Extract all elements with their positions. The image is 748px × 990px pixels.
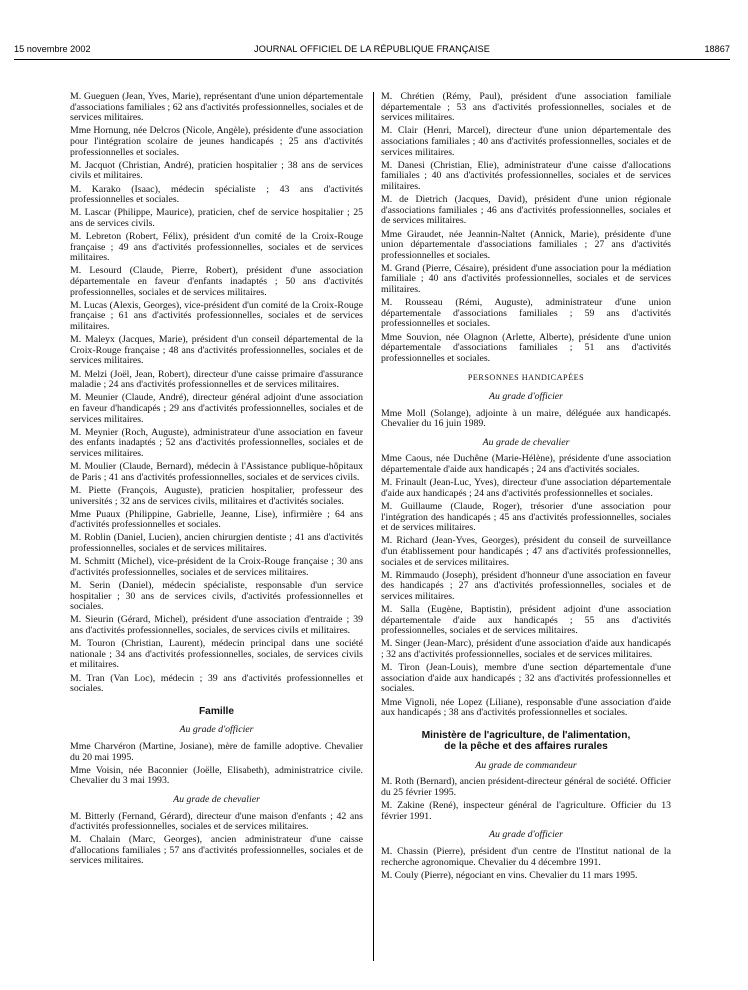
page-number: 18867 [704, 44, 730, 54]
list-item: Mme Charvéron (Martine, Josiane), mère de famille adoptive. Chevalier du 20 mai 1995. [70, 740, 363, 763]
list-item: M. Clair (Henri, Marcel), directeur d'une union départementale des associations familiales ; 40 ans d'activités professionnelles, sociales et de services militaires. [381, 125, 671, 158]
list-item: M. Couly (Pierre), négociant en vins. Chevalier du 11 mars 1995. [381, 869, 638, 881]
grade-heading-officier: Au grade d'officier [179, 724, 254, 736]
list-item: Mme Puaux (Philippine, Gabrielle, Jeanne, Lise), infirmière ; 64 ans d'activités professionnelles et sociales. [70, 508, 363, 531]
ministry-title-line1: Ministère de l'agriculture, de l'alimentation, [421, 729, 631, 741]
entry-list [381, 847, 671, 881]
list-item: M. Sieurin (Gérard, Michel), président d'une association d'entraide ; 39 ans d'activités professionnelles, sociales, de services civils et militaires. [70, 614, 363, 636]
list-item: M. Piette (François, Auguste), praticien hospitalier, professeur des universités ; 32 ans de services civils, militaires et d'activités sociales. [70, 484, 363, 507]
left-column [70, 92, 363, 870]
grade-heading-chevalier: Au grade de chevalier [173, 793, 260, 805]
list-item: M. Schmitt (Michel), vice-président de la Croix-Rouge française ; 30 ans d'activités professionnelles, sociales et de services militaires. [70, 556, 363, 578]
list-item: Mme Voisin, née Baconnier (Joëlle, Elisabeth), administratrice civile. Chevalier du 3 mai 1993. [70, 764, 363, 787]
entry-list [381, 777, 671, 822]
list-item: M. Singer (Jean-Marc), président d'une association d'aide aux handicapés ; 32 ans d'activités professionnelles, sociales et de services militaires. [381, 638, 671, 661]
grade-heading-chevalier: Au grade de chevalier [482, 436, 570, 448]
entry-list [381, 409, 671, 430]
list-item: M. Moulier (Claude, Bernard), médecin à l'Assistance publique-hôpitaux de Paris ; 41 ans d'activités professionnelles, sociales et de services civils. [70, 461, 363, 483]
section-title-ministere [381, 730, 671, 753]
entry-list [381, 454, 671, 718]
entry-list [70, 92, 363, 695]
list-item: Mme Giraudet, née Jeannin-Naltet (Annick, Marie), présidente d'une union départementale d'associations familiales ; 27 ans d'activités professionnelles et sociales. [381, 228, 671, 261]
subsection-title-handicap: PERSONNES HANDICAPÉES [467, 373, 585, 383]
header-date: 15 novembre 2002 [14, 44, 91, 54]
list-item: M. Touron (Christian, Laurent), médecin principal dans une société nationale ; 34 ans d'activités professionnelles, sociales, de services civils et militaires. [70, 638, 363, 671]
list-item: M. Roth (Bernard), ancien président-directeur général de société. Officier du 25 février 1995. [381, 776, 671, 798]
entry-list [70, 812, 363, 868]
journal-title: JOURNAL OFFICIEL DE LA RÉPUBLIQUE FRANÇAISE [254, 44, 490, 54]
list-item: M. Lebreton (Robert, Félix), président d'un comité de la Croix-Rouge française ; 49 ans d'activités professionnelles, sociales et de services militaires. [70, 231, 363, 264]
list-item: M. Tiron (Jean-Louis), membre d'une section départementale d'une association d'aide aux handicapés ; 32 ans d'activités professionnelles et sociales. [381, 662, 671, 695]
list-item: M. de Dietrich (Jacques, David), président d'une union régionale d'associations familiales ; 46 ans d'activités professionnelles, sociales et de services militaires. [381, 194, 671, 227]
list-item: M. Roblin (Daniel, Lucien), ancien chirurgien dentiste ; 41 ans d'activités professionnelles, sociales et de services militaires. [70, 532, 363, 555]
list-item: M. Tran (Van Loc), médecin ; 39 ans d'activités professionnelles et sociales. [70, 672, 363, 695]
list-item: M. Frinault (Jean-Luc, Yves), directeur d'une association départementale d'aide aux handicapés ; 24 ans d'activités professionnelles et sociales. [381, 477, 671, 499]
list-item: M. Meynier (Roch, Auguste), administrateur d'une association en faveur des enfants inadaptés ; 52 ans d'activités professionnelles, sociales et de services militaires. [70, 426, 363, 459]
list-item: M. Rimmaudo (Joseph), président d'honneur d'une association en faveur des handicapés ; 27 ans d'activités professionnelles, sociales et de services militaires. [381, 569, 671, 602]
list-item: M. Chassin (Pierre), président d'un centre de l'Institut national de la recherche agronomique. Chevalier du 4 décembre 1991. [381, 845, 671, 868]
list-item: M. Zakine (René), inspecteur général de l'agriculture. Officier du 13 février 1991. [381, 800, 671, 822]
ministry-title-line2: de la pêche et des affaires rurales [444, 741, 608, 753]
list-item: M. Karako (Isaac), médecin spécialiste ; 43 ans d'activités professionnelles et sociales. [70, 183, 363, 206]
list-item: M. Gueguen (Jean, Yves, Marie), représentant d'une union départementale d'associations familiales ; 62 ans d'activités professionnelles, sociales et de services militaires. [70, 91, 364, 124]
list-item: Mme Hornung, née Delcros (Nicole, Angèle), présidente d'une association pour l'intégration scolaire de jeunes handicapés ; 25 ans d'activités professionnelles et sociales. [70, 125, 363, 158]
list-item: M. Grand (Pierre, Césaire), président d'une association pour la médiation familiale ; 40 ans d'activités professionnelles, sociales et de services militaires. [381, 262, 671, 296]
list-item: M. Chalain (Marc, Georges), ancien administrateur d'une caisse d'allocations familiales ; 57 ans d'activités professionnelles, sociales et de services militaires. [70, 834, 363, 867]
list-item: Mme Caous, née Duchêne (Marie-Hélène), présidente d'une association départementale d'aide aux handicapés ; 24 ans d'activités sociales. [381, 453, 671, 475]
column-divider [373, 92, 374, 961]
list-item: M. Melzi (Joël, Jean, Robert), directeur d'une caisse primaire d'assurance maladie ; 24 ans d'activités professionnelles et de services militaires. [70, 368, 363, 391]
right-column [381, 92, 671, 884]
list-item: M. Maleyx (Jacques, Marie), président d'un conseil départemental de la Croix-Rouge française ; 48 ans d'activités professionnelles, sociales et de services militaires. [70, 334, 363, 367]
list-item: M. Bitterly (Fernand, Gérard), directeur d'une maison d'enfants ; 42 ans d'activités professionnelles, sociales et de services militaires. [70, 810, 363, 833]
list-item: M. Serin (Daniel), médecin spécialiste, responsable d'un service hospitalier ; 30 ans de services civils, d'activités professionnelles et sociales. [70, 580, 363, 613]
list-item: M. Lesourd (Claude, Pierre, Robert), président d'une association départementale en faveur d'enfants inadaptés ; 50 ans d'activités professionnelles, sociales et de services militaires. [70, 265, 363, 298]
list-item: M. Danesi (Christian, Elie), administrateur d'une caisse d'allocations familiales ; 40 ans d'activités professionnelles, sociales et de services militaires. [381, 159, 671, 192]
list-item: M. Chrétien (Rémy, Paul), président d'une association familiale départementale ; 53 ans d'activités professionnelles, sociales et de services militaires. [381, 91, 671, 124]
list-item: Mme Vignoli, née Lopez (Liliane), responsable d'une association d'aide aux handicapés ; 38 ans d'activités professionnelles et sociales. [381, 696, 671, 719]
list-item: M. Richard (Jean-Yves, Georges), président du conseil de surveillance d'un établissement pour handicapés ; 47 ans d'activités professionnelles, sociales et de services militaires. [381, 535, 671, 568]
list-item: Mme Souvion, née Olagnon (Arlette, Alberte), présidente d'une union départementale d'associations familiales ; 51 ans d'activités professionnelles et sociales. [381, 331, 671, 364]
list-item: Mme Moll (Solange), adjointe à un maire, déléguée aux handicapés. Chevalier du 16 juin 1989. [381, 407, 671, 430]
list-item: M. Rousseau (Rémi, Auguste), administrateur d'une union départementale d'associations familiales ; 59 ans d'activités professionnelles et sociales. [381, 297, 671, 330]
list-item: M. Salla (Eugène, Baptistin), président adjoint d'une association départementale d'aide aux handicapés ; 55 ans d'activités professionnelles, sociales et de services militaires. [381, 604, 671, 637]
entry-list [381, 92, 671, 364]
list-item: M. Lascar (Philippe, Maurice), praticien, chef de service hospitalier ; 25 ans de services civils. [70, 207, 363, 229]
grade-heading-officier: Au grade d'officier [489, 391, 563, 402]
grade-heading-commandeur: Au grade de commandeur [475, 759, 577, 771]
entry-list [70, 742, 363, 787]
list-item: M. Lucas (Alexis, Georges), vice-président d'un comité de la Croix-Rouge française ; 61 ans d'activités professionnelles, sociales et de services militaires. [70, 299, 363, 333]
list-item: M. Jacquot (Christian, André), praticien hospitalier ; 38 ans de services civils et militaires. [70, 159, 363, 182]
list-item: M. Meunier (Claude, André), directeur général adjoint d'une association en faveur d'handicapés ; 29 ans d'activités professionnelles, sociales et de services militaires. [70, 392, 363, 425]
header-rule [14, 59, 730, 60]
page-header [14, 44, 730, 58]
grade-heading-officier: Au grade d'officier [489, 829, 563, 841]
section-title-famille: Famille [198, 705, 235, 717]
list-item: M. Guillaume (Claude, Roger), trésorier d'une association pour l'intégration des handicapés ; 45 ans d'activités professionnelles, sociales et de services militaires. [381, 500, 671, 534]
